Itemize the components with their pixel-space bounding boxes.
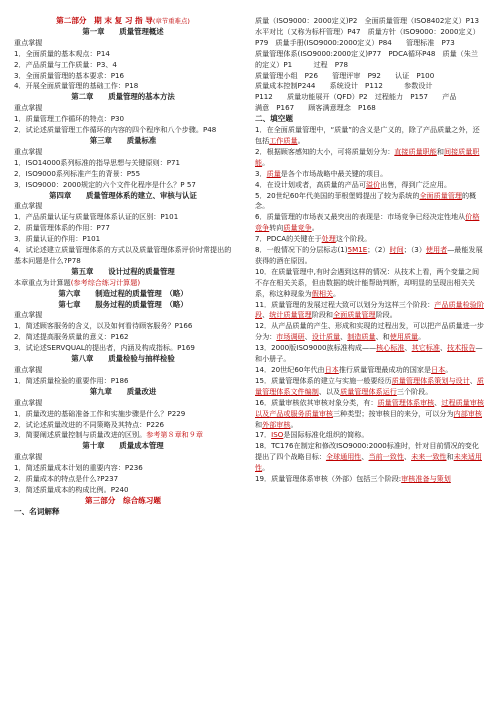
chapter-10-title: 第十章 质量成本管理 <box>82 441 164 451</box>
answer-blank: 质量管理体系运行 <box>340 386 397 396</box>
question-item <box>255 430 485 441</box>
list-item: 3．简述质量成本的构成比例。P240 <box>14 484 129 494</box>
answer-blank: 使用质量 <box>389 332 419 342</box>
chapter-8-items <box>14 376 232 387</box>
chapter-2-title: 第二章 质量管理的基本方法 <box>71 92 175 102</box>
answer-blank: 使用者 <box>425 245 448 255</box>
chapter-9-item-3-note: 参考第８章和９章 <box>146 430 203 440</box>
list-item: 1．简述质量检验的重要作用：P186 <box>14 375 129 385</box>
question-item <box>255 245 485 267</box>
list-item: 3．试论述SERVQUAL的提出者，内涵及构成指标。P169 <box>14 343 195 353</box>
question-text: 16．质量审核依其审核对象分类，有： <box>255 397 378 407</box>
focus-label: 重点掌握 <box>14 452 43 462</box>
list-item: 3．ISO9000：2000规定的六个文件化程序是什么？P 57 <box>14 179 196 189</box>
answer-blank: 间接质量职能 <box>255 146 480 167</box>
focus-label: 重点掌握 <box>14 201 43 211</box>
answer-blank: 内部审核 <box>453 408 482 418</box>
question-text: 是国际标准化组织的简称。 <box>283 430 369 440</box>
question-text: 的概念。 <box>255 190 477 211</box>
question-item <box>255 300 485 322</box>
list-item: 2．ISO9000系列标准产生的背景：P55 <box>14 168 141 178</box>
question-item <box>255 398 485 431</box>
question-text: 7．PDCA的关键在于 <box>255 234 322 244</box>
list-item: 质量管理体系(ISO9000:2000定义)P77 PDCA循环P48 质量（朱兰的定义）P1 过程 P78 <box>255 48 478 69</box>
list-item: 3．全面质量管理的基本要求：P16 <box>14 70 125 80</box>
answer-blank: 当前一致性 <box>368 452 404 462</box>
list-item: 2．质量成本的特点是什么?P237 <box>14 474 119 484</box>
list-item: 满意 P167 顾客满意理念 P168 <box>255 103 376 113</box>
focus-label: 重点掌握 <box>14 103 43 113</box>
answer-blank: 日本 <box>431 365 446 374</box>
list-item: 2．简述提高服务质量的意义：P162 <box>14 332 129 342</box>
list-item: 质量（ISO9000：2000定义)P2 全面质量管理（ISO8402定义）P13 水平对比（又称为标杆管理）P47 质量方针（ISO9000：2000定义） P79 质量手册(ISO9000:2000定义）P84 管理标准 P73 <box>255 16 487 47</box>
question-item <box>255 212 485 234</box>
chapter-5-title: 第五章 设计过程的质量管理 <box>71 266 175 276</box>
answer-blank: 处理 <box>321 234 336 244</box>
question-text: 3． <box>255 168 267 178</box>
question-text: 5．20世纪60年代美国的菲根堡姆提出了较为系统的 <box>255 190 420 200</box>
question-item <box>255 125 485 147</box>
list-item: 2．试论述质量管理工作循环的内容的四个程序和八个步骤。P48 <box>14 125 217 135</box>
answer-blank: 审核准备与策划 <box>401 474 451 484</box>
answer-blank: 工作质量 <box>269 135 298 145</box>
list-item: 3．质量认证的作用：P101 <box>14 234 101 244</box>
question-text: 6．质量管理的市场表又最突出的表现是：市场竞争已经决定性地从 <box>255 212 466 222</box>
answer-blank: 质量管理体系审核 <box>377 397 435 407</box>
question-text: 、 <box>304 332 312 342</box>
list-item: 1．质量管理工作循环的特点：P30 <box>14 114 125 124</box>
answer-blank: 制造质量 <box>347 332 376 342</box>
question-text: 17． <box>255 430 272 440</box>
focus-label: 重点掌握 <box>14 365 43 374</box>
question-text: 阶段。 <box>375 310 397 320</box>
list-item: 1．简述质量成本计划的重要内容：P236 <box>14 463 143 473</box>
question-item <box>255 147 485 169</box>
question-text: ；（3） <box>403 245 426 255</box>
question-text: 8．一般情况下的分层标志(1) <box>255 245 348 255</box>
answer-blank: 全面质量管理 <box>419 190 463 200</box>
question-item <box>255 365 485 376</box>
question-text: 和 <box>436 146 444 156</box>
chapter-4-title: 第四章 质量管理体系的建立、审核与认证 <box>49 190 197 200</box>
question-text: 、 <box>262 310 270 320</box>
chapter-3-items <box>14 158 232 191</box>
question-text: 10．在质量管理中,有时会遇到这样的情况：从技术上看，两个变量之间不存在相关关系，但由数据的统计能帮助判断，却明显的呈现出相关关系，称这种现象为 <box>255 266 480 298</box>
question-item <box>255 191 485 213</box>
question-text: 这个阶段。 <box>335 234 372 244</box>
answer-blank: 过程质量审核以及 <box>255 397 484 418</box>
question-item <box>255 234 485 245</box>
focus-label: 重点掌握 <box>14 37 43 47</box>
answer-blank: 价格竞争 <box>255 212 480 233</box>
list-item: 1．ISO14000系列标准的指导思想与关键原则：P71 <box>14 157 181 167</box>
part-title-text: 第二部分 期 末 复 习 指 导 <box>56 16 153 25</box>
list-item: 2．质量管理体系的作用：P77 <box>14 223 110 233</box>
question-text: 14．20世纪60年代由 <box>255 365 325 374</box>
part-title-note: (章节重难点) <box>152 17 190 25</box>
question-text: 出售，得到广泛应用。 <box>380 179 452 189</box>
definition-terms <box>255 16 485 114</box>
question-text: 、以及 <box>318 386 341 396</box>
answer-blank: 全球通用性 <box>325 452 362 462</box>
question-text: 、 <box>361 452 369 462</box>
question-text: 。 <box>290 419 298 429</box>
question-text: 4．在设计划或者，高质量的产品可 <box>255 179 366 189</box>
question-item <box>255 169 485 180</box>
chapter-7-title: 第七章 服务过程的质量管理 （略） <box>58 299 188 309</box>
answer-blank: 市场调研 <box>276 332 305 342</box>
list-item: 1．质量改进的基础准备工作和实施步骤是什么？P229 <box>14 408 186 418</box>
answer-blank: 直接质量职能 <box>394 146 437 156</box>
list-item: P112 质量功能展开（QFD）P2 过程能力 P157 产品 <box>255 92 457 102</box>
question-text: 19．质量管理体系审核（外部）包括三个阶段: <box>255 474 402 484</box>
answer-blank: 产品质量检验阶段 <box>255 299 484 320</box>
list-item: 4．开展全面质量管理的基础工作：P18 <box>14 81 139 91</box>
section-2-title: 二、填空题 <box>255 114 293 124</box>
left-column <box>14 16 232 518</box>
chapter-4-items <box>14 212 232 267</box>
right-column <box>255 16 485 485</box>
chapter-5-text: 本章重点为计算题 <box>14 277 71 287</box>
answer-blank: 产品或服务质量审核 <box>269 408 334 418</box>
chapter-3-title: 第三章 质量标准 <box>89 135 157 145</box>
part-title <box>14 16 232 27</box>
question-item <box>255 474 485 485</box>
focus-label: 重点掌握 <box>14 146 43 156</box>
list-item: 4．试论述建立质量管理体系的方式以及质量管理体系评价时常提出的基本问题是什么?P78 <box>14 245 232 265</box>
question-text: 、 <box>434 397 442 407</box>
answer-blank: 其它标准 <box>411 343 440 353</box>
fill-in-questions <box>255 125 485 485</box>
answer-blank: 未来一致性 <box>411 452 447 462</box>
chapter-9-title: 第九章 质量改进 <box>89 386 157 396</box>
chapter-2-items <box>14 114 232 136</box>
question-text: 12．从产品质量的产生、形成和实现的过程出发，可以把产品质量进一步分为： <box>255 321 484 342</box>
question-text: 。 <box>297 135 305 145</box>
answer-blank: ISO <box>271 430 284 440</box>
answer-blank: 质量竞争 <box>283 223 312 233</box>
question-item <box>255 180 485 191</box>
question-text: 15．质量管理体系的建立与实施一般要经历 <box>255 375 392 385</box>
question-text: 2．根据顾客感知的大小，可将质量划分为： <box>255 146 395 156</box>
focus-label: 重点掌握 <box>14 310 43 320</box>
question-text: 三个阶段。 <box>396 386 433 396</box>
answer-blank: 质量管理体系策划与设计 <box>391 375 470 385</box>
section-1-title: 一、名词解释 <box>14 506 60 516</box>
question-text: 转向 <box>269 223 284 233</box>
question-text: 。 <box>262 463 270 473</box>
question-text: 。 <box>262 157 270 167</box>
answer-blank: 未来适用性 <box>255 452 482 473</box>
list-item: 2．产品质量与工作质量：P3、4 <box>14 59 117 69</box>
answer-blank: 统计质量管理 <box>269 310 312 320</box>
answer-blank: 技术报告 <box>447 343 476 353</box>
question-text: 、 <box>469 375 477 385</box>
question-text: 阶段和 <box>311 310 334 320</box>
answer-blank: 设计质量 <box>311 332 341 342</box>
question-text: 三种类型；按审核目的来分，可以分为 <box>333 408 454 418</box>
chapter-9-items <box>14 409 232 431</box>
question-text: 、 <box>404 343 412 353</box>
question-item <box>255 441 485 474</box>
list-item: 1．产品质量认证与质量管理体系认证的区别：P101 <box>14 212 179 222</box>
question-item <box>255 376 485 398</box>
question-text: 18．TC176在制定和修改ISO9000:2000标准时，针对目前情况的变化提出了四个战略目标： <box>255 441 479 462</box>
list-item: 质量管理小组 P26 管理评审 P92 认证 P100 <box>255 70 435 80</box>
question-text: 。 <box>333 288 341 298</box>
question-text: 。 <box>418 332 426 342</box>
answer-blank: 质量管理体系文件编制 <box>255 375 484 396</box>
question-text: 、和 <box>375 332 390 342</box>
question-text: 是各个市场战略中最关键的项目。 <box>280 168 388 178</box>
chapter-5-line <box>14 278 232 289</box>
question-item <box>255 267 485 300</box>
chapter-7-items <box>14 321 232 354</box>
question-text: 。 <box>311 223 319 233</box>
answer-blank: 质量 <box>266 168 281 178</box>
chapter-8-title: 第八章 质量检验与抽样检验 <box>71 354 175 364</box>
answer-blank: 溢价 <box>365 179 381 189</box>
question-text: 。 <box>445 365 453 374</box>
focus-label: 重点掌握 <box>14 397 43 407</box>
list-item: 质量成本控制P244 系统设计 P112 参数设计 <box>255 81 433 91</box>
answer-blank: 日本 <box>324 365 339 374</box>
answer-blank: 时间 <box>389 245 404 255</box>
answer-blank: 外部审核 <box>262 419 291 429</box>
chapter-6-title: 第六章 制造过程的质量管理 （略） <box>58 288 188 298</box>
question-text: 1．在全面质量管理中，“质量”的含义是广义的，除了产品质量之外，还包括 <box>255 125 480 145</box>
question-text: 和 <box>255 419 263 429</box>
list-item: 2．试论述质量改进的不同策略及其特点：P226 <box>14 419 165 429</box>
list-item: 1．简述顾客服务的含义，以及如何看待顾客服务？P166 <box>14 321 193 331</box>
question-item <box>255 321 485 343</box>
answer-blank: 核心标准 <box>376 343 405 353</box>
answer-blank: 5M1E <box>347 245 368 255</box>
chapter-10-items <box>14 463 232 496</box>
chapter-1-items <box>14 49 232 93</box>
chapter-9-item-3 <box>14 430 232 441</box>
question-text: 、 <box>340 332 348 342</box>
question-text: 、 <box>403 452 412 462</box>
question-text: 11．质量管理的发展过程大致可以划分为这样三个阶段： <box>255 299 435 309</box>
list-item: 1．全面质量的基本观点：P14 <box>14 48 110 58</box>
question-text: 、 <box>440 343 448 353</box>
chapter-5-note: (参考综合练习计算题) <box>70 277 141 287</box>
chapter-9-item-3-text: 3．简要阐述质量控制与质量改进的区别。 <box>14 430 147 440</box>
answer-blank: 全面质量管理 <box>333 310 376 320</box>
chapter-1-title: 第一章 质量管理概述 <box>82 26 164 36</box>
question-text: ；（2） <box>367 245 390 255</box>
question-text: —和小册子。 <box>255 343 483 364</box>
answer-blank: 假相关 <box>311 288 334 298</box>
part-3-title: 第三部分 综合练习题 <box>85 495 161 505</box>
question-text: 推行质量管理最成功的国家是 <box>338 365 432 374</box>
question-text: —最能发展获得的酒在原因。 <box>255 245 483 265</box>
question-text: 和 <box>446 452 454 462</box>
question-item <box>255 343 485 365</box>
question-text: 13．2000版ISO9000族标准构成—— <box>255 343 377 353</box>
